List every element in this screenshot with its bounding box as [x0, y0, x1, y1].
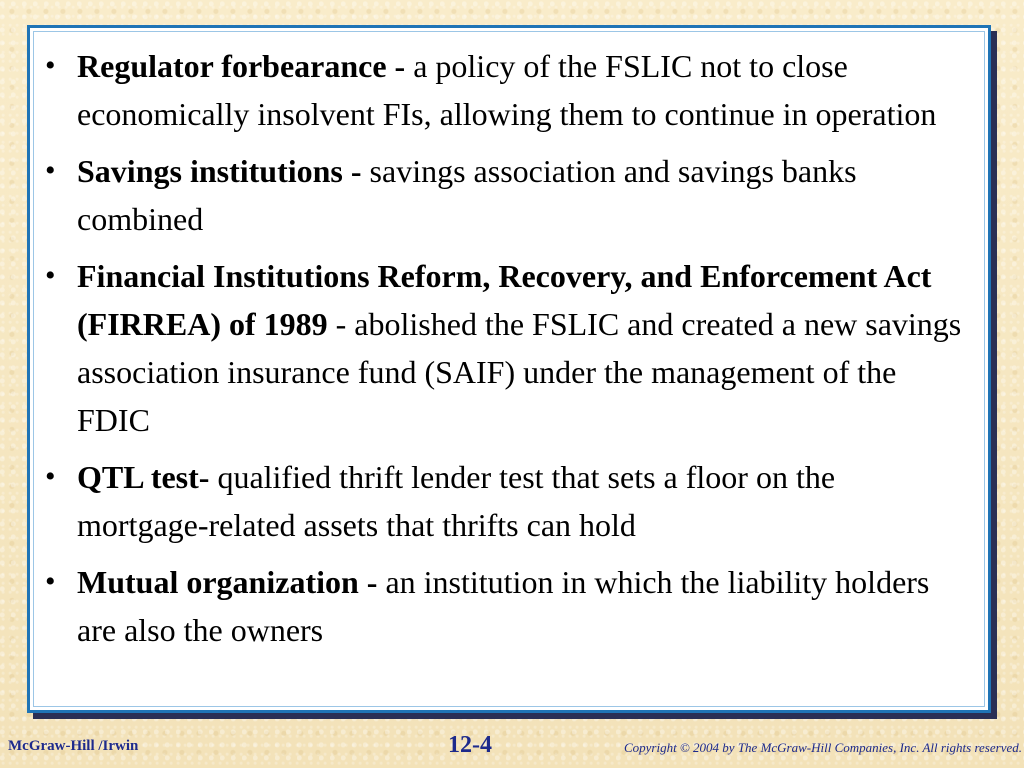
bullet-definition: a policy of the FSLIC not to close economically insolvent FIs, allowing them to continue in operation	[77, 48, 937, 132]
bullet-item-qtl-test	[45, 453, 964, 549]
bullet-icon: •	[45, 460, 56, 493]
bullet-definition: savings association and savings banks combined	[77, 153, 857, 237]
bullet-icon: •	[45, 49, 56, 82]
bullet-term: Mutual organization -	[77, 564, 378, 600]
bullet-list	[30, 28, 988, 654]
bullet-term: Financial Institutions Reform, Recovery, and Enforcement Act (FIRREA) of 1989	[77, 258, 932, 342]
copyright-notice: Copyright © 2004 by The McGraw-Hill Companies, Inc. All rights reserved.	[623, 740, 1022, 755]
bullet-definition: qualified thrift lender test that sets a floor on the mortgage-related assets that thrifts can hold	[77, 459, 836, 543]
bullet-item-savings-institutions	[45, 147, 964, 243]
bullet-term: Savings institutions -	[77, 153, 362, 189]
publisher-label: McGraw-Hill /Irwin	[8, 738, 139, 754]
bullet-item-forbearance	[45, 42, 964, 138]
bullet-item-mutual-organization	[45, 558, 964, 654]
bullet-item-firrea	[45, 252, 964, 444]
content-panel	[27, 25, 991, 713]
slide-number: 12-4	[448, 732, 492, 758]
bullet-term: Regulator forbearance -	[77, 48, 406, 84]
bullet-icon: •	[45, 259, 56, 292]
bullet-definition: an institution in which the liability holders are also the owners	[77, 564, 930, 648]
bullet-term: QTL test-	[77, 459, 210, 495]
bullet-icon: •	[45, 565, 56, 598]
bullet-definition: - abolished the FSLIC and created a new savings association insurance fund (SAIF) under the management of the FDIC	[77, 306, 962, 438]
bullet-icon: •	[45, 154, 56, 187]
